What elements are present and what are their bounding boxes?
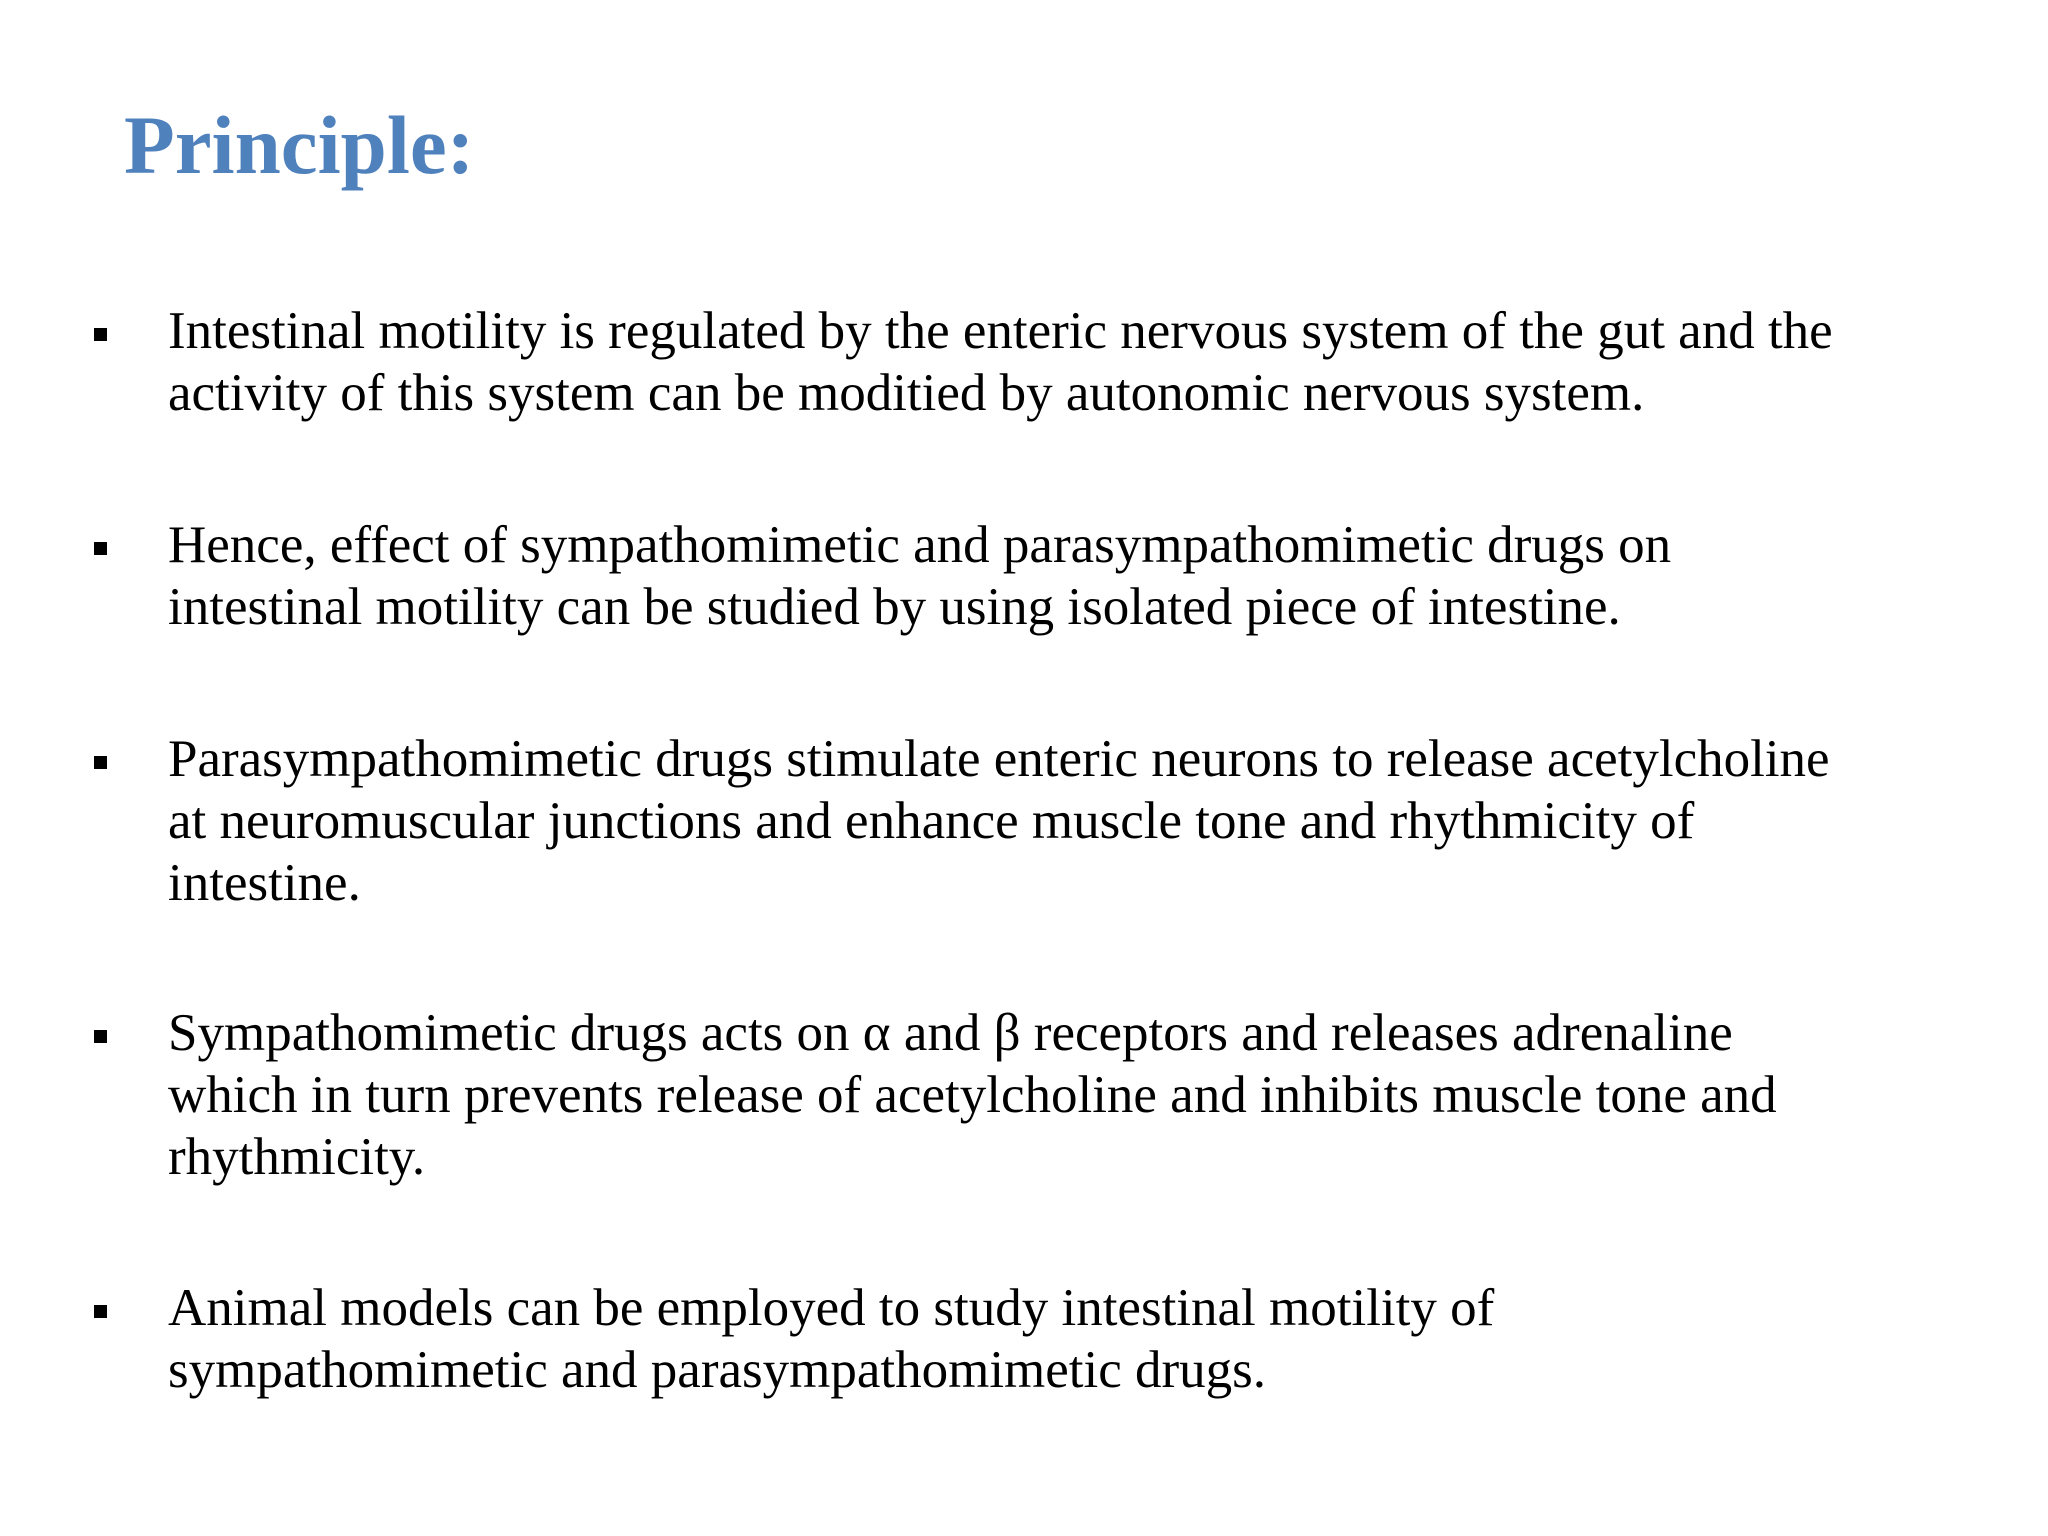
bullet-text: Animal models can be employed to study intestinal motility of sympathomimetic and parasympathomimetic drugs. bbox=[168, 1279, 1495, 1399]
slide-title: Principle: bbox=[124, 99, 475, 191]
bullet-text: Parasympathomimetic drugs stimulate enteric neurons to release acetylcholine at neuromuscular junctions and enhance muscle tone and rhythmicity of intestine. bbox=[168, 730, 1830, 912]
square-bullet-icon bbox=[94, 1030, 107, 1043]
square-bullet-icon bbox=[94, 328, 107, 341]
bullet-text: Intestinal motility is regulated by the enteric nervous system of the gut and the activity of this system can be moditied by autonomic nervous system. bbox=[168, 302, 1833, 422]
bullet-text: Hence, effect of sympathomimetic and parasympathomimetic drugs on intestinal motility can be studied by using isolated piece of intestine. bbox=[168, 516, 1672, 636]
square-bullet-icon bbox=[94, 756, 107, 769]
bullet-text: Sympathomimetic drugs acts on α and β receptors and releases adrenaline which in turn prevents release of acetylcholine and inhibits muscle tone and rhythmicity. bbox=[168, 1004, 1777, 1186]
square-bullet-icon bbox=[94, 542, 107, 555]
square-bullet-icon bbox=[94, 1305, 107, 1318]
